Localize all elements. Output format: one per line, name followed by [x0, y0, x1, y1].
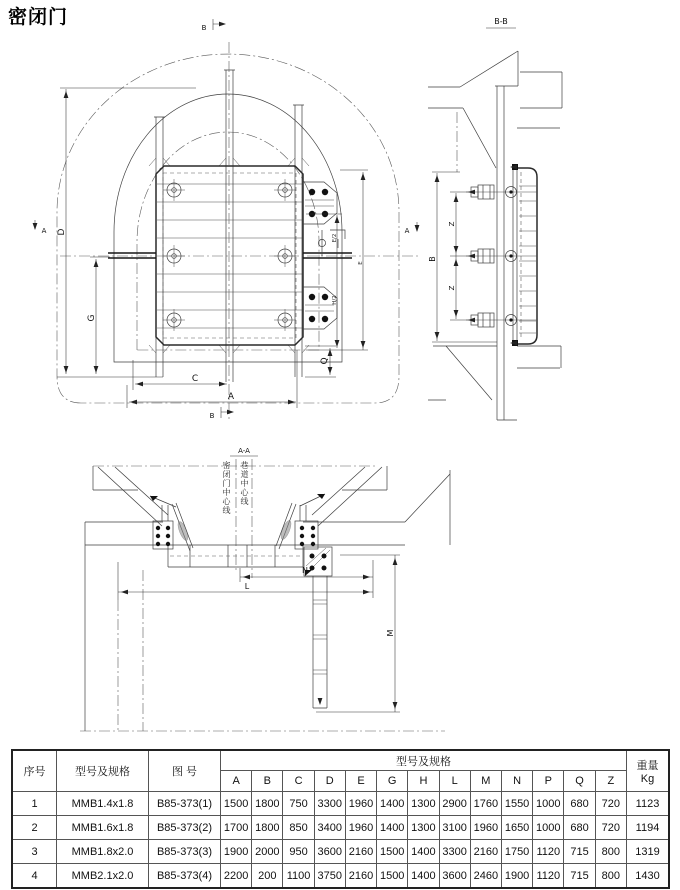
dim-label-e-half: E/2	[332, 233, 338, 243]
header-dim-H: H	[408, 771, 439, 792]
cell-dim: 3100	[439, 816, 470, 840]
door-panel-inner-dashed	[163, 173, 296, 338]
cell-dim: 1960	[345, 792, 376, 816]
top-funnel	[428, 51, 518, 168]
dim-arrowhead	[227, 410, 234, 415]
cell-dim: 3400	[314, 816, 345, 840]
dim-label-z-upper: Z	[448, 221, 456, 227]
cell-weight: 1430	[627, 864, 670, 889]
side-view-bb	[428, 17, 562, 420]
cell-dim: 1750	[501, 840, 532, 864]
cell-no: 3	[12, 840, 57, 864]
cell-dim: 1550	[501, 792, 532, 816]
dim-arrowhead	[468, 318, 475, 323]
dim-arrowhead	[363, 575, 370, 580]
cell-dim: 720	[595, 792, 626, 816]
cell-dim: 1800	[252, 816, 283, 840]
cell-dim: 3750	[314, 864, 345, 889]
cell-dim: 1120	[533, 840, 564, 864]
cell-dim: 1300	[408, 816, 439, 840]
cell-dim: 1400	[377, 816, 408, 840]
dim-arrowhead	[393, 702, 398, 709]
cell-dim: 1500	[377, 864, 408, 889]
frame-bolts	[466, 185, 537, 327]
tunnel-centerline-label: 巷道中心线	[240, 461, 249, 506]
cell-dim: 680	[564, 816, 595, 840]
dim-label-d: D	[57, 228, 67, 236]
cell-dim: 1800	[252, 792, 283, 816]
header-dim-C: C	[283, 771, 314, 792]
section-b-top-label: B	[201, 24, 207, 32]
dim-arrowhead	[219, 382, 226, 387]
cell-drawing: B85-373(1)	[149, 792, 221, 816]
dim-arrowhead	[318, 698, 323, 705]
dim-label-a: A	[227, 392, 235, 402]
cell-dim: 1000	[533, 792, 564, 816]
plan-view-title: A-A	[238, 447, 250, 455]
door-centerline-label: 密闭门中心线	[222, 461, 231, 515]
header-dim-L: L	[439, 771, 470, 792]
front-view	[35, 19, 420, 420]
cell-dim: 1650	[501, 816, 532, 840]
cell-dim: 2160	[345, 840, 376, 864]
right-hinge-post	[276, 494, 332, 576]
dim-arrowhead	[363, 590, 370, 595]
cell-dim: 1500	[221, 792, 252, 816]
header-dim-M: M	[470, 771, 501, 792]
right-wall-lines-top	[517, 72, 562, 128]
cell-dim: 950	[283, 840, 314, 864]
dim-arrowhead	[361, 173, 366, 180]
cell-dim: 1500	[377, 840, 408, 864]
cell-dim: 1400	[408, 840, 439, 864]
dim-label-l: L	[244, 582, 250, 591]
dim-arrowhead	[454, 259, 459, 266]
dim-label-m: M	[386, 629, 395, 637]
section-a-left-label: A	[41, 227, 47, 235]
door-leaf-ribs	[519, 186, 536, 333]
dim-label-b: B	[428, 256, 437, 262]
dim-label-z-lower: Z	[448, 285, 456, 291]
dim-arrowhead	[136, 382, 143, 387]
hinge-bracket-upper	[303, 182, 337, 224]
front-dimensions	[57, 88, 368, 408]
header-dim-A: A	[221, 771, 252, 792]
cell-dim: 3300	[439, 840, 470, 864]
header-dim-B: B	[252, 771, 283, 792]
side-dimensions	[428, 172, 497, 342]
outer-excavation-profile	[57, 54, 399, 403]
cell-dim: 1400	[377, 792, 408, 816]
cell-dim: 2900	[439, 792, 470, 816]
cell-dim: 1700	[221, 816, 252, 840]
header-no: 序号	[12, 750, 57, 792]
header-weight: 重量 Kg	[627, 750, 670, 792]
dim-arrowhead	[33, 223, 38, 230]
table-row	[12, 864, 669, 889]
cell-weight: 1194	[627, 816, 670, 840]
dim-arrowhead	[64, 366, 69, 373]
cell-dim: 2200	[221, 864, 252, 889]
cell-weight: 1123	[627, 792, 670, 816]
dim-arrowhead	[121, 590, 128, 595]
cell-dim: 715	[564, 840, 595, 864]
dim-arrowhead	[94, 260, 99, 267]
cell-no: 4	[12, 864, 57, 889]
cell-model: MMB1.4x1.8	[57, 792, 149, 816]
bottom-funnel	[428, 346, 497, 400]
spec-table-container	[11, 749, 670, 889]
cell-dim: 1760	[470, 792, 501, 816]
cell-dim: 720	[595, 816, 626, 840]
plan-centerlines	[80, 459, 445, 731]
cell-dim: 1400	[408, 864, 439, 889]
hinge-bracket-lower	[303, 287, 337, 329]
table-row	[12, 840, 669, 864]
table-row	[12, 792, 669, 816]
cell-dim: 750	[283, 792, 314, 816]
cell-dim: 1100	[283, 864, 314, 889]
cell-dim: 680	[564, 792, 595, 816]
dim-arrowhead	[335, 216, 340, 223]
cell-drawing: B85-373(4)	[149, 864, 221, 889]
dim-arrowhead	[130, 400, 137, 405]
cell-model: MMB1.8x2.0	[57, 840, 149, 864]
dim-label-c: C	[191, 374, 199, 384]
wall-bands	[85, 522, 405, 545]
header-dim-E: E	[345, 771, 376, 792]
cell-dim: 850	[283, 816, 314, 840]
cell-dim: 800	[595, 840, 626, 864]
cell-dim: 1000	[533, 816, 564, 840]
section-b-bottom-label: B	[209, 412, 215, 420]
cell-dim: 200	[252, 864, 283, 889]
cell-model: MMB2.1x2.0	[57, 864, 149, 889]
cell-no: 2	[12, 816, 57, 840]
dim-arrowhead	[393, 558, 398, 565]
header-dim-Z: Z	[595, 771, 626, 792]
cell-dim: 2160	[470, 840, 501, 864]
dim-arrowhead	[219, 22, 226, 27]
header-dim-Q: Q	[564, 771, 595, 792]
dim-arrowhead	[415, 225, 420, 232]
dim-label-q: Q	[320, 357, 330, 365]
side-view-title: B-B	[494, 17, 508, 26]
dim-arrowhead	[64, 91, 69, 98]
header-dim-D: D	[314, 771, 345, 792]
left-wall-centerlines	[118, 570, 143, 731]
dim-arrowhead	[435, 332, 440, 339]
right-wall-lines-bottom	[517, 346, 561, 368]
cell-dim: 1120	[533, 864, 564, 889]
dim-arrowhead	[361, 341, 366, 348]
cell-drawing: B85-373(3)	[149, 840, 221, 864]
plan-view-aa	[80, 447, 450, 731]
dim-arrowhead	[454, 195, 459, 202]
table-row	[12, 816, 669, 840]
cell-dim: 1960	[470, 816, 501, 840]
cell-dim: 715	[564, 864, 595, 889]
cell-dim: 1300	[408, 792, 439, 816]
dim-arrowhead	[454, 246, 459, 253]
dim-label-h-half: H/2	[332, 295, 338, 305]
dim-arrowhead	[94, 366, 99, 373]
dim-arrowhead	[468, 190, 475, 195]
dim-arrowhead	[454, 310, 459, 317]
cell-model: MMB1.6x1.8	[57, 816, 149, 840]
cell-dim: 3600	[314, 840, 345, 864]
right-wing-wall	[312, 466, 450, 545]
dim-arrowhead	[435, 175, 440, 182]
cell-dim: 2460	[470, 864, 501, 889]
header-dim-N: N	[501, 771, 532, 792]
cell-dim: 800	[595, 864, 626, 889]
page-title: 密闭门	[8, 7, 69, 28]
cell-dim: 1900	[221, 840, 252, 864]
open-door-leaf	[313, 576, 327, 708]
cell-dim: 2160	[345, 864, 376, 889]
dim-label-e: E	[358, 261, 364, 265]
cell-weight: 1319	[627, 840, 670, 864]
section-a-right-label: A	[404, 227, 410, 235]
header-model: 型号及规格	[57, 750, 149, 792]
header-drawing-no: 图 号	[149, 750, 221, 792]
cell-drawing: B85-373(2)	[149, 816, 221, 840]
cell-dim: 1960	[345, 816, 376, 840]
door-panel	[156, 166, 303, 345]
dim-arrowhead	[243, 575, 250, 580]
cell-dim: 1900	[501, 864, 532, 889]
header-dim-G: G	[377, 771, 408, 792]
spec-table	[11, 749, 670, 889]
dim-arrowhead	[328, 367, 333, 374]
dim-label-n: N	[302, 566, 308, 575]
header-dim-P: P	[533, 771, 564, 792]
dim-arrowhead	[288, 400, 295, 405]
plan-dimensions	[118, 555, 400, 712]
cell-dim: 2000	[252, 840, 283, 864]
cell-dim: 3600	[439, 864, 470, 889]
dim-label-g: G	[87, 314, 97, 322]
pivot-shaft-bars	[108, 253, 352, 258]
dim-arrowhead	[468, 254, 475, 259]
cell-no: 1	[12, 792, 57, 816]
lining-profile	[114, 94, 342, 365]
cell-dim: 3300	[314, 792, 345, 816]
header-spec-group: 型号及规格	[221, 750, 627, 771]
